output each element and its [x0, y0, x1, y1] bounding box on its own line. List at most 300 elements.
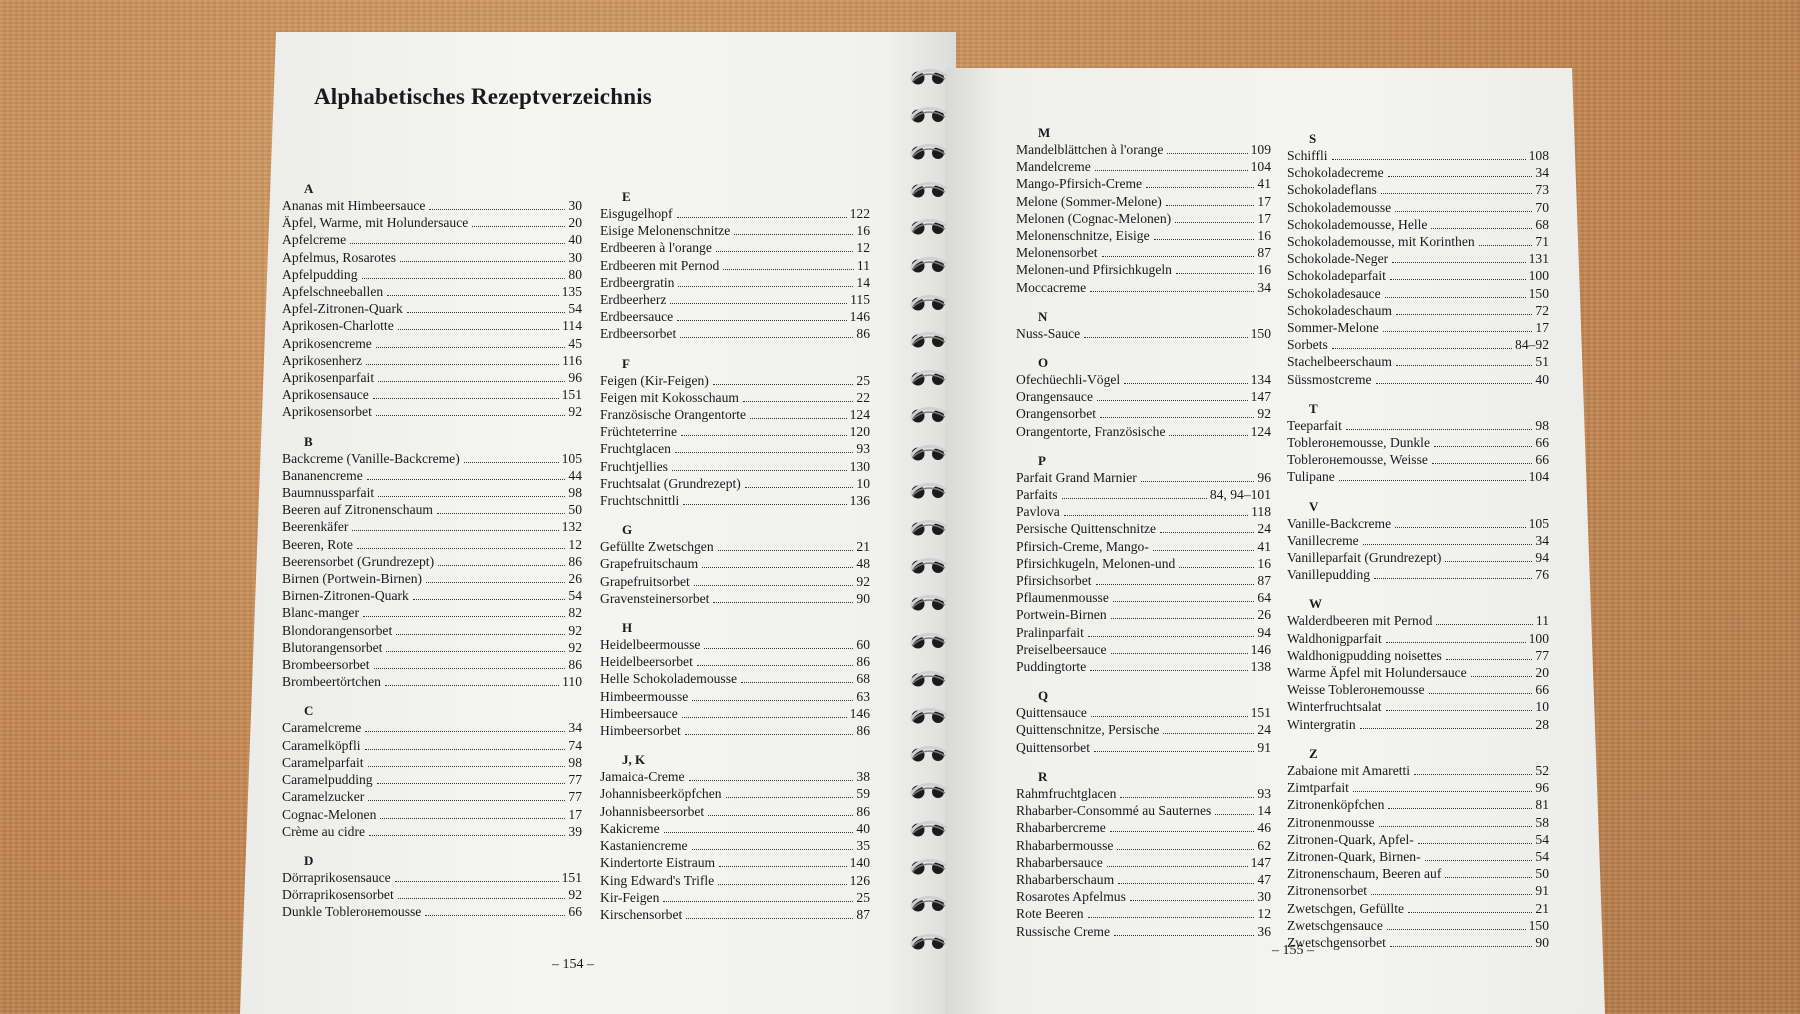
- section-letter: R: [1038, 768, 1048, 784]
- page-ref: 90: [1535, 934, 1549, 950]
- recipe-name: Toblerонemousse, Dunkle: [1287, 435, 1430, 451]
- page-ref: 44: [568, 467, 582, 483]
- recipe-name: Beerenkäfer: [282, 519, 349, 535]
- section-letter: O: [1038, 355, 1049, 371]
- dot-leader: [1381, 193, 1533, 194]
- page-ref: 114: [562, 318, 582, 334]
- index-entry: [1016, 837, 1271, 854]
- recipe-name: Apfelschneeballen: [282, 284, 384, 300]
- recipe-name: Erdbeersauce: [600, 309, 674, 325]
- page-ref: 40: [856, 820, 870, 836]
- dot-leader: [682, 717, 847, 718]
- index-entry: [1016, 520, 1271, 537]
- index-entry: [600, 653, 870, 670]
- index-entry: [600, 308, 870, 325]
- recipe-name: Preiselbeersauce: [1016, 641, 1107, 657]
- dot-leader: [743, 401, 853, 402]
- index-entry: [282, 386, 582, 403]
- dot-leader: [1090, 291, 1254, 292]
- index-entry: [282, 249, 582, 266]
- index-entry: [1016, 469, 1271, 486]
- dot-leader: [380, 818, 565, 819]
- dot-leader: [1163, 733, 1254, 734]
- recipe-name: Caramelcreme: [282, 720, 362, 736]
- page-ref: 30: [568, 249, 582, 265]
- dot-leader: [407, 312, 566, 313]
- recipe-name: Birnen (Portwein-Birnen): [282, 571, 423, 587]
- page-ref: 134: [1250, 372, 1271, 388]
- dot-leader: [425, 915, 565, 916]
- recipe-name: Weisse Toblerонemousse: [1287, 682, 1425, 698]
- section-letter: F: [622, 355, 630, 371]
- recipe-name: Rhabarber-Consommé au Sauternes: [1016, 803, 1212, 819]
- index-entry: [282, 403, 582, 420]
- recipe-name: Quittensauce: [1016, 705, 1087, 721]
- section-letter: C: [304, 703, 314, 719]
- page-ref: 92: [568, 622, 582, 638]
- section-letter: Z: [1309, 745, 1318, 761]
- dot-leader: [1395, 527, 1525, 528]
- dot-leader: [1418, 843, 1533, 844]
- index-section: [600, 355, 870, 510]
- page-ref: 132: [561, 519, 582, 535]
- dot-leader: [1371, 894, 1532, 895]
- index-entry: [600, 325, 870, 342]
- page-ref: 12: [856, 240, 870, 256]
- index-entry: [600, 423, 870, 440]
- recipe-name: Gravensteinersorbet: [600, 590, 710, 606]
- index-entry: [282, 536, 582, 553]
- dot-leader: [672, 470, 847, 471]
- recipe-name: Teeparfait: [1287, 417, 1342, 433]
- page-ref: 17: [1257, 193, 1271, 209]
- page-ref: 86: [856, 654, 870, 670]
- page-ref: 68: [1535, 216, 1549, 232]
- page-ref: 86: [856, 326, 870, 342]
- binding-ring: [905, 555, 953, 579]
- recipe-name: Moccacreme: [1016, 279, 1087, 295]
- dot-leader: [367, 479, 566, 480]
- dot-leader: [1090, 670, 1247, 671]
- binding-ring: [905, 668, 953, 692]
- page-ref: 72: [1535, 302, 1549, 318]
- index-entry: [282, 369, 582, 386]
- index-section: [1016, 354, 1271, 440]
- dot-leader: [395, 881, 559, 882]
- recipe-name: Zitronen-Quark, Birnen-: [1287, 848, 1421, 864]
- recipe-name: Vanille-Backcreme: [1287, 515, 1392, 531]
- binding-ring: [905, 592, 953, 616]
- recipe-name: Zitronenmousse: [1287, 814, 1375, 830]
- page-ref: 108: [1528, 148, 1549, 163]
- page-ref: 93: [1257, 785, 1271, 801]
- page-ref: 66: [568, 904, 582, 920]
- index-entry: [1016, 555, 1271, 572]
- index-entry: [1287, 319, 1549, 336]
- page-ref: 17: [1535, 320, 1549, 336]
- page-ref: 16: [856, 223, 870, 239]
- page-ref: 58: [1535, 814, 1549, 830]
- dot-leader: [713, 602, 853, 603]
- page-ref: 66: [1535, 435, 1549, 451]
- page-ref: 12: [1257, 906, 1271, 922]
- dot-leader: [1386, 642, 1526, 643]
- recipe-name: Melone (Sommer-Melone): [1016, 193, 1162, 209]
- dot-leader: [692, 700, 853, 701]
- recipe-name: Orangensorbet: [1016, 406, 1097, 422]
- dot-leader: [1084, 337, 1247, 338]
- recipe-name: Pfirsich-Creme, Mango-: [1016, 538, 1149, 554]
- recipe-name: Französische Orangentorte: [600, 407, 747, 423]
- page-ref: 87: [856, 906, 870, 922]
- dot-leader: [1376, 383, 1533, 384]
- index-section: [1287, 498, 1549, 584]
- index-entry: [282, 587, 582, 604]
- dot-leader: [1386, 710, 1533, 711]
- recipe-name: Kirschensorbet: [600, 906, 683, 922]
- recipe-name: Apfelpudding: [282, 266, 358, 282]
- recipe-name: Schokolademousse, Helle: [1287, 216, 1428, 232]
- dot-leader: [750, 418, 847, 419]
- index-entry: [282, 450, 582, 467]
- recipe-name: Wintergratin: [1287, 716, 1356, 732]
- dot-leader: [1388, 808, 1532, 809]
- page-ref: 94: [1257, 624, 1271, 640]
- index-entry: [1287, 353, 1549, 370]
- recipe-name: Helle Schokolademousse: [600, 671, 738, 687]
- page-ref: 126: [849, 872, 870, 888]
- recipe-name: Johannisbeerköpfchen: [600, 786, 722, 802]
- index-section: [1287, 130, 1549, 388]
- dot-leader: [1167, 153, 1247, 154]
- index-entry: [282, 886, 582, 903]
- recipe-name: Mandelcreme: [1016, 159, 1091, 175]
- recipe-name: Melonensorbet: [1016, 245, 1098, 261]
- recipe-name: Russische Creme: [1016, 923, 1111, 939]
- dot-leader: [697, 665, 854, 666]
- page-ref: 24: [1257, 722, 1271, 738]
- index-entry: [1016, 641, 1271, 658]
- recipe-name: Brombeertörtchen: [282, 674, 381, 690]
- index-section: [1287, 400, 1549, 486]
- page-ref: 150: [1528, 917, 1549, 933]
- page-ref: 46: [1257, 820, 1271, 836]
- page-ref: 136: [849, 493, 870, 509]
- index-entry: [600, 837, 870, 854]
- page-ref: 20: [1535, 665, 1549, 681]
- recipe-name: Rahmfruchtglacen: [1016, 785, 1117, 801]
- index-entry: [1287, 900, 1549, 917]
- index-entry: [1016, 158, 1271, 175]
- dot-leader: [373, 398, 559, 399]
- index-entry: [600, 475, 870, 492]
- section-letter: N: [1038, 308, 1048, 324]
- dot-leader: [678, 286, 853, 287]
- page-ref: 122: [849, 206, 870, 221]
- index-entry: [1016, 423, 1271, 440]
- recipe-name: Fruchtschnittli: [600, 493, 680, 509]
- index-section: [282, 180, 582, 421]
- recipe-name: Parfait Grand Marnier: [1016, 469, 1137, 485]
- index-section: [282, 433, 582, 691]
- recipe-name: Feigen (Kir-Feigen): [600, 372, 709, 388]
- recipe-name: Schokoladeschaum: [1287, 302, 1392, 318]
- dot-leader: [1445, 561, 1532, 562]
- page-title: Alphabetisches Rezeptverzeichnis: [314, 84, 652, 109]
- recipe-name: Backcreme (Vanille-Backcreme): [282, 450, 460, 466]
- index-entry: [600, 872, 870, 889]
- dot-leader: [413, 599, 566, 600]
- index-section: [1016, 687, 1271, 756]
- dot-leader: [1339, 480, 1526, 481]
- page-ref: 40: [1535, 371, 1549, 387]
- page-ref: 22: [856, 389, 870, 405]
- page-ref: 50: [1535, 866, 1549, 882]
- recipe-name: Feigen mit Kokosschaum: [600, 389, 739, 405]
- page-ref: 87: [1257, 245, 1271, 261]
- index-entry: [1287, 716, 1549, 733]
- index-entry: [1287, 371, 1549, 388]
- left-page-number: – 154 –: [552, 957, 594, 972]
- recipe-name: Aprikosenherz: [282, 352, 363, 368]
- index-entry: [600, 722, 870, 739]
- binding-ring: [905, 442, 953, 466]
- dot-leader: [378, 381, 565, 382]
- section-letter: B: [304, 433, 313, 449]
- dot-leader: [702, 567, 853, 568]
- dot-leader: [1166, 205, 1255, 206]
- index-entry: [282, 788, 582, 805]
- page-ref: 84–92: [1515, 337, 1549, 353]
- dot-leader: [429, 209, 565, 210]
- recipe-name: Aprikosensorbet: [282, 404, 372, 420]
- dot-leader: [400, 261, 565, 262]
- page-ref: 105: [561, 450, 582, 466]
- dot-leader: [1390, 279, 1526, 280]
- index-section: [600, 619, 870, 739]
- recipe-name: Himbeersorbet: [600, 723, 681, 739]
- binding-ring: [905, 329, 953, 353]
- section-letter: H: [622, 620, 633, 636]
- recipe-name: Kastaniencreme: [600, 838, 688, 854]
- recipe-name: Vanilleparfait (Grundrezept): [1287, 550, 1442, 566]
- index-entry: [282, 673, 582, 690]
- recipe-name: Rhabarbercreme: [1016, 820, 1106, 836]
- index-entry: [282, 300, 582, 317]
- index-entry: [282, 823, 582, 840]
- page-ref: 38: [856, 769, 870, 785]
- dot-leader: [1113, 601, 1255, 602]
- dot-leader: [1395, 211, 1532, 212]
- page-ref: 87: [1257, 573, 1271, 589]
- recipe-name: Beeren, Rote: [282, 536, 353, 552]
- binding-ring: [905, 856, 953, 880]
- index-entry: [1287, 181, 1549, 198]
- recipe-name: Heidelbeermousse: [600, 637, 701, 653]
- recipe-name: Pfirsichsorbet: [1016, 573, 1092, 589]
- dot-leader: [741, 682, 853, 683]
- page-ref: 54: [1535, 848, 1549, 864]
- index-entry: [282, 771, 582, 788]
- index-entry: [1287, 762, 1549, 779]
- recipe-name: Erdbeergratin: [600, 274, 675, 290]
- recipe-name: Johannisbeersorbet: [600, 803, 705, 819]
- recipe-name: Vanillepudding: [1287, 567, 1371, 583]
- index-entry: [1287, 647, 1549, 664]
- dot-leader: [1379, 826, 1533, 827]
- index-entry: [600, 239, 870, 256]
- recipe-name: Sommer-Melone: [1287, 320, 1379, 336]
- page-ref: 86: [568, 553, 582, 569]
- page-ref: 146: [849, 705, 870, 721]
- page-ref: 30: [568, 198, 582, 213]
- index-entry: [1016, 210, 1271, 227]
- dot-leader: [437, 513, 565, 514]
- dot-leader: [377, 783, 566, 784]
- page-ref: 34: [1535, 532, 1549, 548]
- dot-leader: [1445, 877, 1532, 878]
- recipe-name: Zitronenköpfchen: [1287, 797, 1385, 813]
- dot-leader: [734, 234, 853, 235]
- recipe-name: Zwetschgen, Gefüllte: [1287, 900, 1405, 916]
- page-ref: 82: [568, 605, 582, 621]
- recipe-name: Erdbeeren mit Pernod: [600, 257, 720, 273]
- recipe-name: Kakicreme: [600, 820, 660, 836]
- section-letter: A: [304, 181, 314, 196]
- page-ref: 21: [856, 539, 870, 555]
- dot-leader: [352, 530, 558, 531]
- page-ref: 92: [856, 573, 870, 589]
- binding-ring: [905, 517, 953, 541]
- page-ref: 151: [561, 869, 582, 885]
- dot-leader: [677, 217, 847, 218]
- binding-ring: [905, 104, 953, 128]
- dot-leader: [385, 685, 559, 686]
- dot-leader: [350, 243, 565, 244]
- index-entry: [600, 538, 870, 555]
- recipe-name: Sorbets: [1287, 337, 1328, 353]
- page-ref: 147: [1250, 389, 1271, 405]
- page-ref: 146: [1250, 641, 1271, 657]
- index-entry: [1287, 566, 1549, 583]
- page-ref: 109: [1250, 142, 1271, 157]
- dot-leader: [1110, 831, 1255, 832]
- index-entry: [1016, 538, 1271, 555]
- index-entry: [1016, 819, 1271, 836]
- dot-leader: [1095, 170, 1248, 171]
- page-ref: 96: [1535, 780, 1549, 796]
- page-ref: 28: [1535, 716, 1549, 732]
- section-letter: J, K: [622, 752, 646, 768]
- dot-leader: [1130, 900, 1255, 901]
- page-ref: 77: [1535, 647, 1549, 663]
- dot-leader: [1176, 273, 1254, 274]
- dot-leader: [368, 800, 565, 801]
- recipe-name: Blondorangensorbet: [282, 622, 393, 638]
- recipe-name: Schokoladecreme: [1287, 165, 1384, 181]
- index-entry: [282, 352, 582, 369]
- dot-leader: [365, 731, 565, 732]
- index-entry: [282, 639, 582, 656]
- recipe-name: Zitronenschaum, Beeren auf: [1287, 866, 1442, 882]
- recipe-name: Zitronen-Quark, Apfel-: [1287, 831, 1414, 847]
- index-entry: [1016, 658, 1271, 675]
- recipe-name: Fruchtjellies: [600, 458, 668, 474]
- recipe-name: Mandelblättchen à l'orange: [1016, 142, 1164, 157]
- recipe-name: Ofechüechli-Vögel: [1016, 372, 1121, 388]
- dot-leader: [386, 651, 565, 652]
- binding-ring: [905, 893, 953, 917]
- dot-leader: [1434, 446, 1532, 447]
- index-entry: [1287, 934, 1549, 951]
- dot-leader: [683, 504, 846, 505]
- recipe-name: Parfaits: [1016, 487, 1058, 503]
- index-entry: [600, 440, 870, 457]
- index-section: [600, 521, 870, 607]
- page-ref: 40: [568, 232, 582, 248]
- recipe-name: Erdbeersorbet: [600, 326, 677, 342]
- dot-leader: [1436, 624, 1533, 625]
- page-ref: 90: [856, 590, 870, 606]
- index-entry: [600, 257, 870, 274]
- page-ref: 116: [562, 352, 582, 368]
- recipe-name: Beeren auf Zitronenschaum: [282, 502, 433, 518]
- dot-leader: [713, 384, 854, 385]
- page-ref: 14: [1257, 803, 1271, 819]
- recipe-name: Caramelpudding: [282, 772, 373, 788]
- index-entry: [1287, 216, 1549, 233]
- binding-ring: [905, 480, 953, 504]
- dot-leader: [1383, 331, 1533, 332]
- index-entry: [600, 222, 870, 239]
- page-ref: 10: [1535, 699, 1549, 715]
- page-ref: 14: [856, 274, 870, 290]
- dot-leader: [464, 462, 559, 463]
- recipe-name: Vanillecreme: [1287, 532, 1359, 548]
- index-entry: [1016, 486, 1271, 503]
- recipe-name: Früchteterrine: [600, 424, 677, 440]
- recipe-name: Dörraprikosensorbet: [282, 887, 394, 903]
- page-ref: 25: [856, 889, 870, 905]
- page-ref: 110: [562, 674, 582, 690]
- recipe-name: Aprikosenparfait: [282, 370, 375, 386]
- dot-leader: [1215, 814, 1254, 815]
- index-entry: [282, 484, 582, 501]
- recipe-name: Pfirsichkugeln, Melonen-und: [1016, 555, 1176, 571]
- page-ref: 150: [1528, 285, 1549, 301]
- recipe-name: Caramelköpfli: [282, 737, 361, 753]
- page-ref: 60: [856, 637, 870, 653]
- dot-leader: [1175, 222, 1254, 223]
- index-entry: [1016, 193, 1271, 210]
- index-entry: [1287, 848, 1549, 865]
- index-entry: [1287, 468, 1549, 485]
- index-entry: [1287, 164, 1549, 181]
- recipe-name: Himbeermousse: [600, 688, 689, 704]
- section-letter: E: [622, 189, 631, 204]
- dot-leader: [1111, 653, 1248, 654]
- page-ref: 105: [1528, 515, 1549, 531]
- index-entry: [1287, 199, 1549, 216]
- page-ref: 68: [856, 671, 870, 687]
- dot-leader: [1353, 791, 1533, 792]
- recipe-name: Pflaumenmousse: [1016, 590, 1109, 606]
- dot-leader: [1118, 883, 1254, 884]
- recipe-name: Birnen-Zitronen-Quark: [282, 588, 409, 604]
- binding-ring: [905, 141, 953, 165]
- index-entry: [282, 622, 582, 639]
- index-entry: [1287, 451, 1549, 468]
